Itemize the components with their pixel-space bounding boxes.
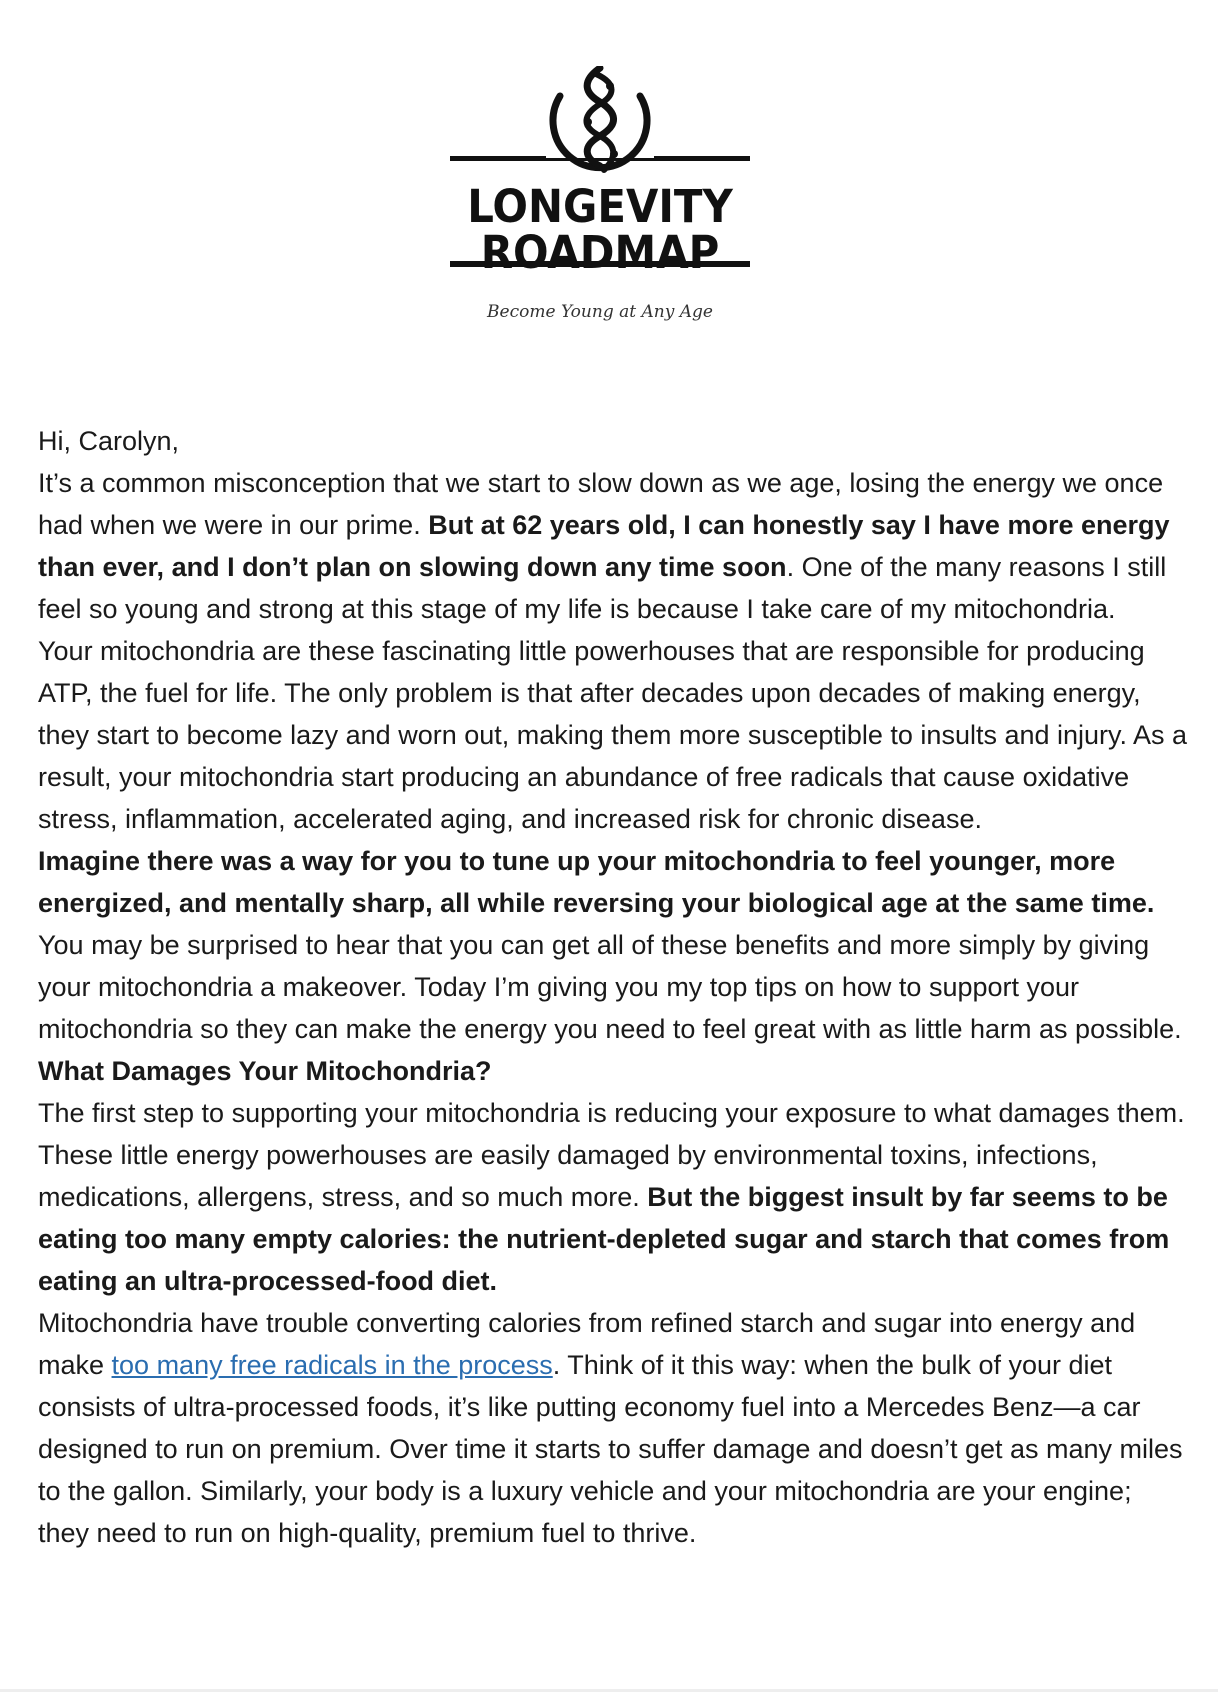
logo-title-line1: LONGEVITY [467,180,733,233]
heading-text: What Damages Your Mitochondria? [38,1056,492,1086]
paragraph-text: You may be surprised to hear that you can get all of these benefits and more simply by giving your mitochondria a makeover. Today I’m giving you my top tips on how to support your mitochondria so they can make the energy you need to feel great with as little harm as possible. [38,930,1182,1044]
email-body [38,420,1188,1554]
paragraph-text: . Think of it this way: when the bulk of your diet consists of ultra-processed foods, it’s like putting economy fuel into a Mercedes Benz—a car designed to run on premium. Over time it starts to suffer damage and doesn’t get as many miles to the gallon. Similarly, your body is a luxury vehicle and your mitochondria are your engine; they need to run on high-quality, premium fuel to thrive. [38,1350,1183,1548]
bold-text: Imagine there was a way for you to tune up your mitochondria to feel younger, more energized, and mentally sharp, all while reversing your biological age at the same time. [38,846,1155,918]
longevity-roadmap-logo[interactable] [448,66,752,330]
free-radicals-link[interactable]: too many free radicals in the process [111,1350,553,1380]
paragraph-imagine [38,840,1188,1050]
paragraph-mitochondria: Your mitochondria are these fascinating little powerhouses that are responsible for producing ATP, the fuel for life. The only problem is that after decades upon decades of making energy, they start to become lazy and worn out, making them more susceptible to insults and injury. As a result, your mitochondria start producing an abundance of free radicals that cause oxidative stress, inflammation, accelerated aging, and increased risk for chronic disease. [38,636,1188,834]
paragraph-intro [38,462,1188,630]
greeting: Hi, Carolyn, [38,426,180,456]
bold-text: But the biggest insult by far seems to be eating too many empty calories: the nutrient-depleted sugar and starch that comes from eating an ultra-processed-food diet. [38,1182,1170,1296]
section-heading [38,1050,1188,1092]
paragraph-text: . One of the many reasons I still feel so young and strong at this stage of my life is because I take care of my mitochondria. [38,552,1167,624]
logo-tagline: Become Young at Any Age [487,302,713,322]
paragraph-text: Mitochondria have trouble converting calories from refined starch and sugar into energy and make [38,1308,1136,1380]
paragraph-text: It’s a common misconception that we start to slow down as we age, losing the energy we once had when we were in our prime. [38,468,1164,540]
paragraph-fuel [38,1302,1188,1554]
paragraph-text: The first step to supporting your mitochondria is reducing your exposure to what damages them. These little energy powerhouses are easily damaged by environmental toxins, infections, medications, allergens, stress, and so much more. [38,1098,1185,1212]
email-header [0,0,1218,340]
bold-text: But at 62 years old, I can honestly say I have more energy than ever, and I don’t plan on slowing down any time soon [38,510,1170,582]
paragraph-damage [38,1092,1188,1302]
logo-title-line2: ROADMAP [480,226,720,279]
